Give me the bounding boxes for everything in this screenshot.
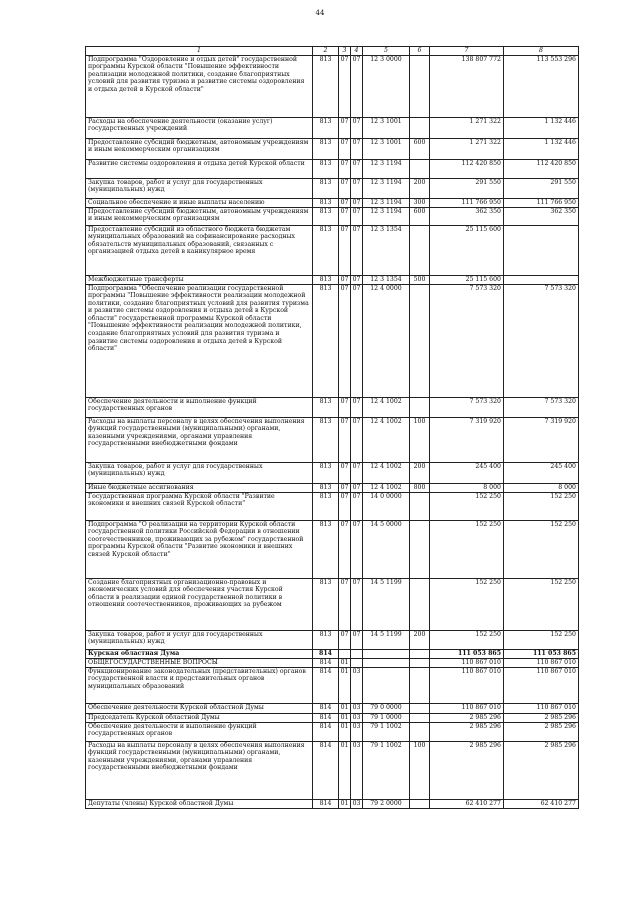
ministry-code-cell: 813 <box>313 520 339 578</box>
expense-name-cell: Расходы на выплаты персоналу в целях обеспечения выполнения функций государственными (муниципальными) органами, казенными учреждениями, органами управления государственными внебюджетными фондами <box>86 417 313 462</box>
expense-name-cell: Социальное обеспечение и иные выплаты населению <box>86 198 313 207</box>
ministry-code-cell: 814 <box>313 649 339 658</box>
expense-type-cell: 100 <box>410 741 430 799</box>
amount-year1-cell: 245 400 <box>430 462 504 483</box>
target-article-cell: 14 5 0000 <box>363 520 410 578</box>
ministry-code-cell: 813 <box>313 117 339 138</box>
target-article-cell: 12 4 0000 <box>363 284 410 397</box>
subsection-code-cell: 07 <box>351 159 363 178</box>
expense-type-cell <box>410 722 430 741</box>
table-row <box>86 159 579 178</box>
target-article-cell: 12 4 1002 <box>363 462 410 483</box>
table-body <box>86 47 579 809</box>
amount-year2-cell: 62 410 277 <box>504 799 579 808</box>
table-row <box>86 198 579 207</box>
section-code-cell: 01 <box>339 703 351 713</box>
section-code-cell: 01 <box>339 713 351 722</box>
amount-year1-cell: 2 985 296 <box>430 722 504 741</box>
amount-year2-cell: 7 573 320 <box>504 284 579 397</box>
amount-year1-cell: 8 000 <box>430 483 504 492</box>
section-code-cell: 07 <box>339 483 351 492</box>
subsection-code-cell: 07 <box>351 630 363 649</box>
expense-type-cell <box>410 397 430 417</box>
expense-type-cell <box>410 117 430 138</box>
amount-year1-cell: 62 410 277 <box>430 799 504 808</box>
expense-type-cell <box>410 649 430 658</box>
subsection-code-cell: 07 <box>351 207 363 225</box>
header-cell: 4 <box>351 47 363 56</box>
amount-year2-cell: 362 350 <box>504 207 579 225</box>
subsection-code-cell: 07 <box>351 483 363 492</box>
expense-name-cell: Курская областная Дума <box>86 649 313 658</box>
amount-year2-cell: 1 132 446 <box>504 138 579 159</box>
target-article-cell: 79 1 1002 <box>363 722 410 741</box>
header-cell: 3 <box>339 47 351 56</box>
table-row <box>86 397 579 417</box>
target-article-cell: 12 4 1002 <box>363 397 410 417</box>
expense-name-cell: Расходы на обеспечение деятельности (оказание услуг) государственных учреждений <box>86 117 313 138</box>
target-article-cell: 14 0 0000 <box>363 492 410 520</box>
amount-year1-cell: 110 867 010 <box>430 703 504 713</box>
ministry-code-cell: 813 <box>313 55 339 117</box>
expense-name-cell: ОБЩЕГОСУДАРСТВЕННЫЕ ВОПРОСЫ <box>86 658 313 667</box>
section-code-cell: 07 <box>339 117 351 138</box>
target-article-cell: 12 3 1194 <box>363 178 410 198</box>
section-code-cell: 01 <box>339 722 351 741</box>
expense-type-cell <box>410 159 430 178</box>
amount-year2-cell <box>504 225 579 275</box>
table-row <box>86 713 579 722</box>
amount-year2-cell: 152 250 <box>504 520 579 578</box>
subsection-code-cell: 07 <box>351 225 363 275</box>
subsection-code-cell: 07 <box>351 55 363 117</box>
section-code-cell: 07 <box>339 275 351 284</box>
header-cell: 2 <box>313 47 339 56</box>
ministry-code-cell: 814 <box>313 741 339 799</box>
section-code-cell: 07 <box>339 397 351 417</box>
expense-type-cell: 200 <box>410 178 430 198</box>
amount-year1-cell: 138 807 772 <box>430 55 504 117</box>
target-article-cell: 12 3 0000 <box>363 55 410 117</box>
expense-type-cell <box>410 713 430 722</box>
ministry-code-cell: 814 <box>313 658 339 667</box>
expense-type-cell <box>410 225 430 275</box>
table-row <box>86 578 579 630</box>
target-article-cell: 79 1 1002 <box>363 741 410 799</box>
subsection-code-cell: 07 <box>351 397 363 417</box>
ministry-code-cell: 813 <box>313 207 339 225</box>
table-header-row <box>86 47 579 56</box>
section-code-cell: 07 <box>339 138 351 159</box>
target-article-cell: 12 3 1001 <box>363 117 410 138</box>
amount-year1-cell: 111 766 950 <box>430 198 504 207</box>
amount-year2-cell: 110 867 010 <box>504 667 579 703</box>
ministry-code-cell: 813 <box>313 578 339 630</box>
subsection-code-cell: 07 <box>351 275 363 284</box>
ministry-code-cell: 813 <box>313 630 339 649</box>
subsection-code-cell <box>351 649 363 658</box>
amount-year1-cell: 110 867 010 <box>430 667 504 703</box>
ministry-code-cell: 813 <box>313 198 339 207</box>
target-article-cell <box>363 667 410 703</box>
expense-type-cell <box>410 55 430 117</box>
subsection-code-cell: 07 <box>351 117 363 138</box>
amount-year1-cell: 152 250 <box>430 630 504 649</box>
expense-type-cell <box>410 667 430 703</box>
amount-year1-cell: 25 115 600 <box>430 275 504 284</box>
ministry-code-cell: 814 <box>313 799 339 808</box>
expense-name-cell: Депутаты (члены) Курской областной Думы <box>86 799 313 808</box>
amount-year1-cell: 7 573 320 <box>430 397 504 417</box>
section-code-cell: 01 <box>339 799 351 808</box>
target-article-cell: 79 2 0000 <box>363 799 410 808</box>
header-cell: 6 <box>410 47 430 56</box>
amount-year1-cell: 111 053 865 <box>430 649 504 658</box>
subsection-code-cell: 07 <box>351 492 363 520</box>
expense-type-cell <box>410 520 430 578</box>
subsection-code-cell: 03 <box>351 667 363 703</box>
table-row <box>86 207 579 225</box>
target-article-cell: 12 4 1002 <box>363 417 410 462</box>
amount-year1-cell: 152 250 <box>430 520 504 578</box>
section-code-cell: 01 <box>339 658 351 667</box>
section-code-cell: 07 <box>339 462 351 483</box>
amount-year1-cell: 25 115 600 <box>430 225 504 275</box>
section-code-cell: 07 <box>339 198 351 207</box>
expense-type-cell: 800 <box>410 483 430 492</box>
subsection-code-cell: 07 <box>351 578 363 630</box>
header-cell: 5 <box>363 47 410 56</box>
subsection-code-cell: 07 <box>351 138 363 159</box>
section-code-cell: 01 <box>339 741 351 799</box>
expense-name-cell: Подпрограмма "Обеспечение реализации государственной программы "Повышение эффективности реализации молодежной политики, создание благоприятных условий для развития туризма и развитие системы оздоровления и отдыха детей в Курской области" государственной программы Курской области "Повышение эффективности реализации молодежной политики, создание благоприятных условий для развития туризма и развитие системы оздоровления и отдыха детей в Курской области" <box>86 284 313 397</box>
expense-name-cell: Закупка товаров, работ и услуг для государственных (муниципальных) нужд <box>86 462 313 483</box>
ministry-code-cell: 813 <box>313 225 339 275</box>
table-row <box>86 630 579 649</box>
amount-year1-cell: 2 985 296 <box>430 713 504 722</box>
amount-year2-cell: 2 985 296 <box>504 741 579 799</box>
target-article-cell <box>363 658 410 667</box>
expense-type-cell: 100 <box>410 417 430 462</box>
table-row <box>86 658 579 667</box>
ministry-code-cell: 813 <box>313 284 339 397</box>
table-row <box>86 741 579 799</box>
amount-year1-cell: 291 550 <box>430 178 504 198</box>
table-row <box>86 284 579 397</box>
ministry-code-cell: 813 <box>313 275 339 284</box>
expense-name-cell: Председатель Курской областной Думы <box>86 713 313 722</box>
expense-name-cell: Обеспечение деятельности и выполнение функций государственных органов <box>86 722 313 741</box>
ministry-code-cell: 813 <box>313 178 339 198</box>
expense-type-cell: 600 <box>410 138 430 159</box>
expense-type-cell <box>410 492 430 520</box>
table-row <box>86 462 579 483</box>
section-code-cell: 07 <box>339 55 351 117</box>
target-article-cell: 12 3 1194 <box>363 207 410 225</box>
expense-name-cell: Подпрограмма "Оздоровление и отдых детей" государственной программы Курской области "Повышение эффективности реализации молодежной политики, создание благоприятных условий для развития туризма и развитие системы оздоровления и отдыха детей в Курской области" <box>86 55 313 117</box>
section-code-cell: 01 <box>339 667 351 703</box>
table-row <box>86 55 579 117</box>
ministry-code-cell: 814 <box>313 667 339 703</box>
target-article-cell: 79 1 0000 <box>363 713 410 722</box>
expense-name-cell: Развитие системы оздоровления и отдыха детей Курской области <box>86 159 313 178</box>
amount-year2-cell: 111 766 950 <box>504 198 579 207</box>
table-row <box>86 225 579 275</box>
section-code-cell: 07 <box>339 578 351 630</box>
expense-name-cell: Обеспечение деятельности и выполнение функций государственных органов <box>86 397 313 417</box>
expense-name-cell: Предоставление субсидий из областного бюджета бюджетам муниципальных образований на софинансирование расходных обязательств муниципальных образований, связанных с организацией отдыха детей в каникулярное время <box>86 225 313 275</box>
amount-year1-cell: 110 867 010 <box>430 658 504 667</box>
table-row <box>86 138 579 159</box>
amount-year2-cell: 8 000 <box>504 483 579 492</box>
budget-table <box>85 46 579 809</box>
subsection-code-cell: 03 <box>351 741 363 799</box>
table-row <box>86 667 579 703</box>
expense-type-cell <box>410 284 430 397</box>
subsection-code-cell: 03 <box>351 799 363 808</box>
target-article-cell: 14 5 1199 <box>363 578 410 630</box>
table-row <box>86 722 579 741</box>
section-code-cell: 07 <box>339 159 351 178</box>
expense-name-cell: Межбюджетные трансферты <box>86 275 313 284</box>
subsection-code-cell: 07 <box>351 178 363 198</box>
section-code-cell: 07 <box>339 492 351 520</box>
expense-type-cell: 300 <box>410 198 430 207</box>
table-row <box>86 799 579 808</box>
expense-name-cell: Расходы на выплаты персоналу в целях обеспечения выполнения функций государственными (муниципальными) органами, казенными учреждениями, органами управления государственными внебюджетными фондами <box>86 741 313 799</box>
amount-year1-cell: 112 420 850 <box>430 159 504 178</box>
target-article-cell: 12 3 1194 <box>363 159 410 178</box>
ministry-code-cell: 813 <box>313 462 339 483</box>
section-code-cell <box>339 649 351 658</box>
subsection-code-cell: 07 <box>351 417 363 462</box>
page-number: 44 <box>315 9 325 17</box>
target-article-cell: 12 3 1354 <box>363 275 410 284</box>
subsection-code-cell: 07 <box>351 198 363 207</box>
amount-year2-cell: 7 573 320 <box>504 397 579 417</box>
amount-year2-cell: 112 420 850 <box>504 159 579 178</box>
expense-name-cell: Предоставление субсидий бюджетным, автономным учреждениям и иным некоммерческим организациям <box>86 207 313 225</box>
amount-year2-cell: 152 250 <box>504 578 579 630</box>
expense-type-cell <box>410 799 430 808</box>
subsection-code-cell: 07 <box>351 462 363 483</box>
expense-name-cell: Обеспечение деятельности Курской областной Думы <box>86 703 313 713</box>
amount-year2-cell: 291 550 <box>504 178 579 198</box>
table-row <box>86 275 579 284</box>
table-row <box>86 483 579 492</box>
subsection-code-cell: 03 <box>351 713 363 722</box>
amount-year1-cell: 7 573 320 <box>430 284 504 397</box>
table-row <box>86 649 579 658</box>
ministry-code-cell: 813 <box>313 417 339 462</box>
table-row <box>86 492 579 520</box>
table-row <box>86 417 579 462</box>
subsection-code-cell: 03 <box>351 722 363 741</box>
section-code-cell: 07 <box>339 225 351 275</box>
amount-year2-cell: 2 985 296 <box>504 722 579 741</box>
amount-year2-cell <box>504 275 579 284</box>
amount-year2-cell: 110 867 010 <box>504 703 579 713</box>
section-code-cell: 07 <box>339 284 351 397</box>
amount-year2-cell: 110 867 010 <box>504 658 579 667</box>
section-code-cell: 07 <box>339 207 351 225</box>
expense-type-cell: 200 <box>410 462 430 483</box>
ministry-code-cell: 813 <box>313 397 339 417</box>
amount-year1-cell: 152 250 <box>430 492 504 520</box>
expense-name-cell: Иные бюджетные ассигнования <box>86 483 313 492</box>
ministry-code-cell: 813 <box>313 492 339 520</box>
amount-year1-cell: 2 985 296 <box>430 741 504 799</box>
expense-name-cell: Подпрограмма "О реализации на территории Курской области государственной политики Российской Федерации в отношении соотечественников, проживающих за рубежом" государственной программы Курской области "Развитие экономики и внешних связей Курской области" <box>86 520 313 578</box>
amount-year1-cell: 362 350 <box>430 207 504 225</box>
expense-name-cell: Государственная программа Курской области "Развитие экономики и внешних связей Курской области" <box>86 492 313 520</box>
ministry-code-cell: 813 <box>313 159 339 178</box>
subsection-code-cell: 03 <box>351 703 363 713</box>
amount-year1-cell: 1 271 322 <box>430 138 504 159</box>
section-code-cell: 07 <box>339 520 351 578</box>
amount-year2-cell: 7 319 920 <box>504 417 579 462</box>
expense-name-cell: Закупка товаров, работ и услуг для государственных (муниципальных) нужд <box>86 630 313 649</box>
expense-type-cell <box>410 658 430 667</box>
amount-year1-cell: 7 319 920 <box>430 417 504 462</box>
amount-year1-cell: 152 250 <box>430 578 504 630</box>
ministry-code-cell: 813 <box>313 138 339 159</box>
target-article-cell: 12 4 1002 <box>363 483 410 492</box>
expense-name-cell: Предоставление субсидий бюджетным, автономным учреждениям и иным некоммерческим организациям <box>86 138 313 159</box>
target-article-cell <box>363 649 410 658</box>
expense-name-cell: Создание благоприятных организационно-правовых и экономических условий для обеспечения участия Курской области в реализации единой государственной политики в отношении соотечественников, проживающих за рубежом <box>86 578 313 630</box>
amount-year2-cell: 152 250 <box>504 492 579 520</box>
amount-year2-cell: 113 553 296 <box>504 55 579 117</box>
table-row <box>86 703 579 713</box>
ministry-code-cell: 814 <box>313 713 339 722</box>
target-article-cell: 12 3 1194 <box>363 198 410 207</box>
expense-name-cell: Функционирование законодательных (представительных) органов государственной власти и представительных органов муниципальных образований <box>86 667 313 703</box>
subsection-code-cell: 07 <box>351 520 363 578</box>
table-row <box>86 520 579 578</box>
ministry-code-cell: 813 <box>313 483 339 492</box>
table-row <box>86 117 579 138</box>
table-row <box>86 178 579 198</box>
ministry-code-cell: 814 <box>313 722 339 741</box>
amount-year2-cell: 111 053 865 <box>504 649 579 658</box>
header-cell: 8 <box>504 47 579 56</box>
target-article-cell: 12 3 1001 <box>363 138 410 159</box>
target-article-cell: 14 5 1199 <box>363 630 410 649</box>
expense-type-cell <box>410 703 430 713</box>
expense-type-cell <box>410 578 430 630</box>
subsection-code-cell <box>351 658 363 667</box>
expense-name-cell: Закупка товаров, работ и услуг для государственных (муниципальных) нужд <box>86 178 313 198</box>
section-code-cell: 07 <box>339 178 351 198</box>
amount-year2-cell: 152 250 <box>504 630 579 649</box>
expense-type-cell: 600 <box>410 207 430 225</box>
expense-type-cell: 500 <box>410 275 430 284</box>
ministry-code-cell: 814 <box>313 703 339 713</box>
subsection-code-cell: 07 <box>351 284 363 397</box>
section-code-cell: 07 <box>339 417 351 462</box>
amount-year2-cell: 245 400 <box>504 462 579 483</box>
section-code-cell: 07 <box>339 630 351 649</box>
amount-year2-cell: 1 132 446 <box>504 117 579 138</box>
expense-type-cell: 200 <box>410 630 430 649</box>
header-cell: 1 <box>86 47 313 56</box>
amount-year2-cell: 2 985 296 <box>504 713 579 722</box>
target-article-cell: 79 0 0000 <box>363 703 410 713</box>
header-cell: 7 <box>430 47 504 56</box>
target-article-cell: 12 3 1354 <box>363 225 410 275</box>
amount-year1-cell: 1 271 322 <box>430 117 504 138</box>
